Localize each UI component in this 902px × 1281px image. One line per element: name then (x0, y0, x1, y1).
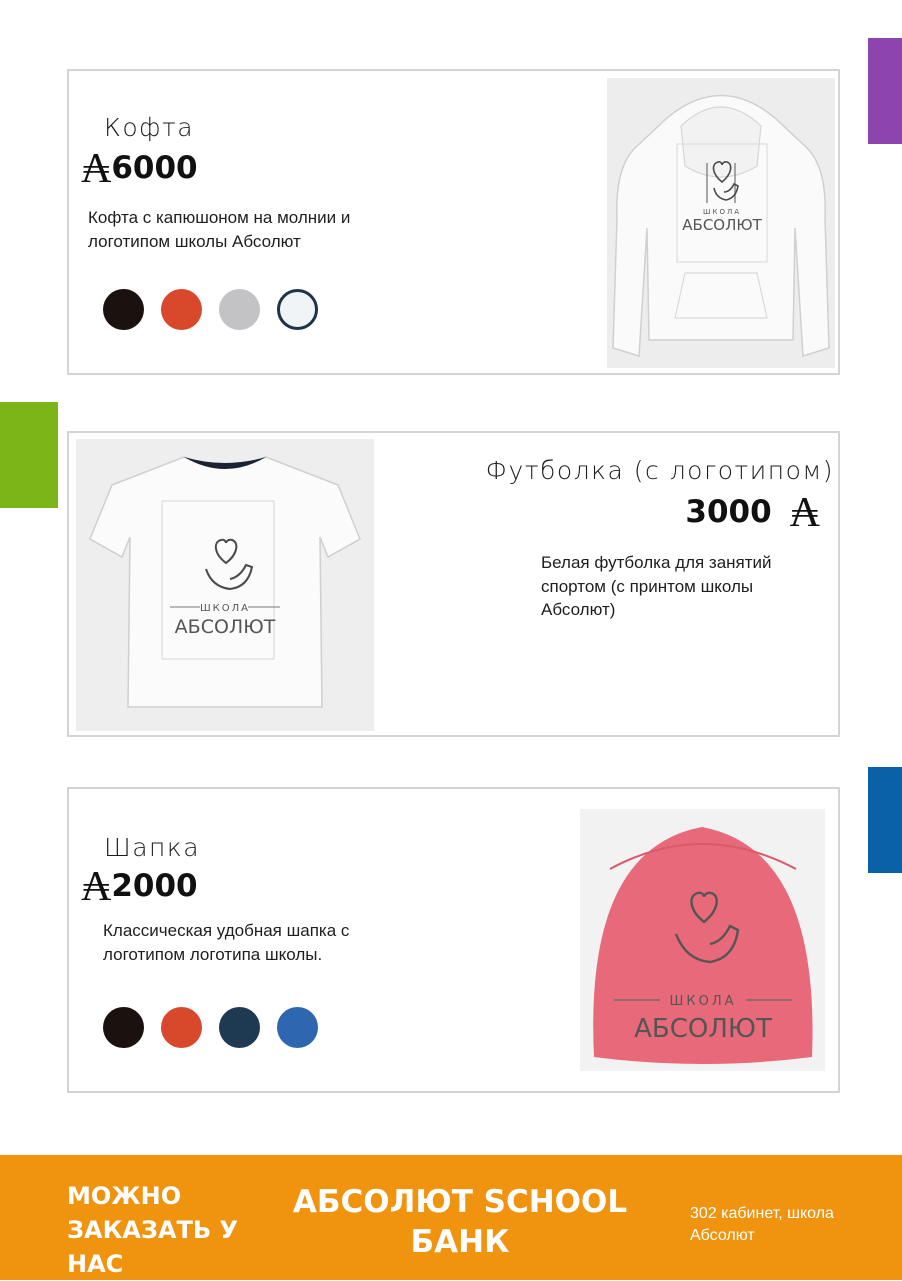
hoodie-photo (607, 78, 835, 368)
order-cta: МОЖНО ЗАКАЗАТЬ У НАС (67, 1182, 238, 1278)
logo-bottom: АБСОЛЮТ (634, 1014, 772, 1044)
product-price: 6000 (111, 149, 198, 186)
color-swatch-gray[interactable] (219, 289, 260, 330)
product-description: Классическая удобная шапка с логотипом логотипа школы. (103, 921, 350, 964)
location-text: 302 кабинет, школа Абсолют (690, 1205, 834, 1244)
product-title: Кофта (104, 113, 195, 142)
bank-name: АБСОЛЮТ SCHOOL БАНК (292, 1184, 628, 1260)
beanie-photo (580, 809, 825, 1071)
color-swatch-black[interactable] (103, 1007, 144, 1048)
product-title: Шапка (104, 833, 201, 862)
color-swatch-blue[interactable] (277, 1007, 318, 1048)
product-card-tshirt[interactable] (67, 431, 840, 737)
color-swatches (103, 1007, 318, 1048)
price-row (81, 861, 198, 910)
blue-side-tab (868, 767, 902, 873)
footer-bar (0, 1155, 902, 1280)
purple-side-tab (868, 38, 902, 144)
logo-top: ШКОЛА (669, 994, 737, 1009)
color-swatch-black[interactable] (103, 289, 144, 330)
product-description: Белая футболка для занятий спортом (с принтом школы Абсолют) (541, 553, 772, 619)
product-card-beanie[interactable] (67, 787, 840, 1093)
tshirt-icon (76, 439, 374, 731)
beanie-icon (580, 809, 825, 1071)
product-description: Кофта с капюшоном на молнии и логотипом школы Абсолют (88, 208, 351, 251)
currency-sign: ₳ (789, 487, 820, 536)
color-swatch-red[interactable] (161, 1007, 202, 1048)
logo-top: ШКОЛА (199, 603, 251, 614)
color-swatch-red[interactable] (161, 289, 202, 330)
product-price: 2000 (111, 867, 198, 904)
price-row (81, 143, 198, 192)
hoodie-icon (607, 78, 835, 368)
color-swatches (103, 289, 318, 330)
color-swatch-white[interactable] (277, 289, 318, 330)
logo-bottom: АБСОЛЮТ (682, 216, 762, 234)
tshirt-photo (76, 439, 374, 731)
currency-sign: ₳ (81, 861, 112, 910)
logo-top: ШКОЛА (702, 208, 742, 216)
logo-bottom: АБСОЛЮТ (174, 616, 276, 638)
green-side-tab (0, 402, 58, 508)
product-title: Футболка (с логотипом) (485, 456, 834, 485)
product-card-hoodie[interactable] (67, 69, 840, 375)
price-row (685, 487, 820, 536)
product-price: 3000 (685, 493, 772, 530)
color-swatch-navy[interactable] (219, 1007, 260, 1048)
currency-sign: ₳ (81, 143, 112, 192)
